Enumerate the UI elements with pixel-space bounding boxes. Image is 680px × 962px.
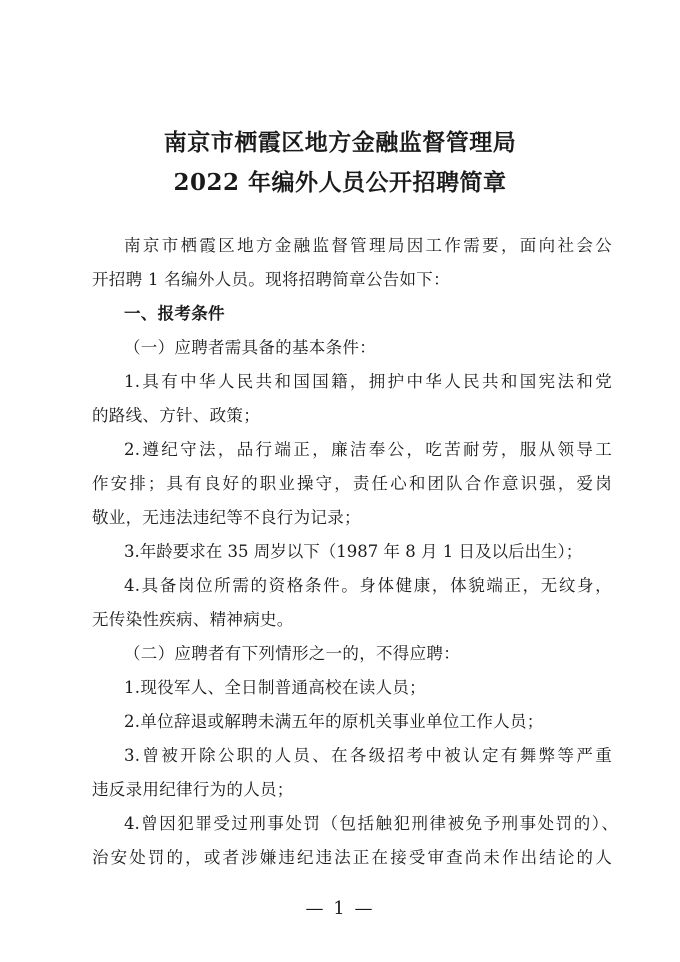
paragraph-line: 4.具备岗位所需的资格条件。身体健康，体貌端正，无纹身， [124,576,612,595]
list-item: 4.曾因犯罪受过刑事处罚（包括触犯刑律被免予刑事处罚的）、 [124,814,618,833]
list-item: 违反录用纪律行为的人员； [92,780,294,799]
list-item: 1.现役军人、全日制普通高校在读人员； [124,678,426,697]
paragraph-line: 作安排；具有良好的职业操守，责任心和团队合作意识强，爱岗 [92,474,612,493]
list-item: 3.曾被开除公职的人员、在各级招考中被认定有舞弊等严重 [124,746,612,765]
document-title-line2: 2022 年编外人员公开招聘简章 [173,169,507,196]
page-number: — 1 — [305,898,375,919]
paragraph-line: 3.年龄要求在 35 周岁以下（1987 年 8 月 1 日及以后出生）； [124,542,583,561]
paragraph-line: 2.遵纪守法，品行端正，廉洁奉公，吃苦耐劳，服从领导工 [124,440,612,459]
paragraph-line: 开招聘 1 名编外人员。现将招聘简章公告如下： [92,270,450,289]
document-title-line1: 南京市栖霞区地方金融监督管理局 [163,129,517,156]
paragraph-line: 的路线、方针、政策； [92,406,260,425]
section-heading: 一、报考条件 [124,304,225,323]
paragraph-line: 1.具有中华人民共和国国籍，拥护中华人民共和国宪法和党 [124,372,612,391]
subsection-heading: （二）应聘者有下列情形之一的，不得应聘： [124,644,460,663]
list-item: 2.单位辞退或解聘未满五年的原机关事业单位工作人员； [124,712,544,731]
list-item: 治安处罚的，或者涉嫌违纪违法正在接受审查尚未作出结论的人 [92,848,612,867]
paragraph-line: 敬业，无违法违纪等不良行为记录； [92,508,361,527]
paragraph-line: 南京市栖霞区地方金融监督管理局因工作需要，面向社会公 [124,236,612,255]
subsection-heading: （一）应聘者需具备的基本条件： [124,338,376,357]
paragraph-line: 无传染性疾病、精神病史。 [92,610,294,629]
